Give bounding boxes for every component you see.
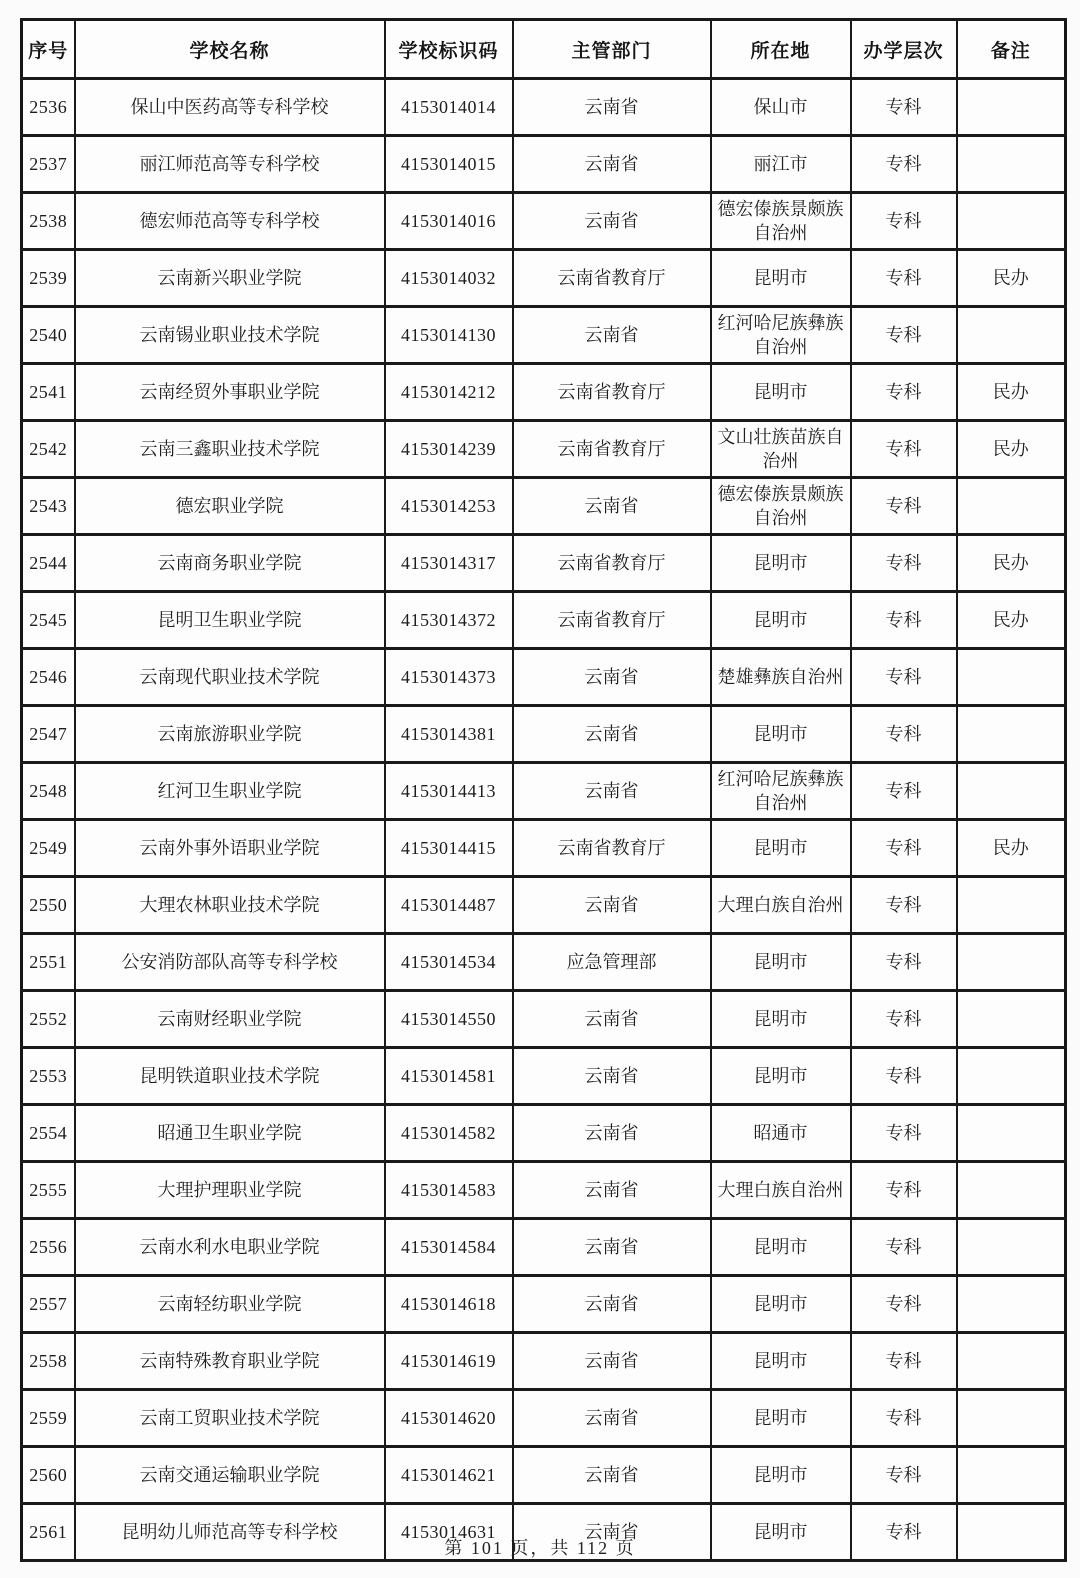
cell-department: 云南省 [513, 478, 711, 535]
cell-department: 云南省 [513, 763, 711, 820]
table-row [22, 991, 1066, 1048]
table-row [22, 820, 1066, 877]
cell-code: 4153014381 [385, 706, 513, 763]
table-body [22, 79, 1066, 1561]
cell-level: 专科 [851, 649, 957, 706]
cell-code: 4153014239 [385, 421, 513, 478]
table-row [22, 649, 1066, 706]
cell-location: 昆明市 [711, 1333, 851, 1390]
cell-department: 云南省 [513, 991, 711, 1048]
cell-location: 大理白族自治州 [711, 877, 851, 934]
cell-code: 4153014581 [385, 1048, 513, 1105]
cell-department: 云南省 [513, 877, 711, 934]
cell-name: 云南交通运输职业学院 [75, 1447, 385, 1504]
cell-level: 专科 [851, 763, 957, 820]
cell-location: 昆明市 [711, 706, 851, 763]
cell-location: 昆明市 [711, 592, 851, 649]
cell-seq: 2542 [22, 421, 75, 478]
table-row [22, 1048, 1066, 1105]
cell-note [957, 1162, 1066, 1219]
cell-department: 云南省 [513, 1333, 711, 1390]
cell-level: 专科 [851, 1105, 957, 1162]
cell-code: 4153014212 [385, 364, 513, 421]
cell-department: 云南省 [513, 1447, 711, 1504]
cell-note [957, 307, 1066, 364]
cell-department: 云南省 [513, 193, 711, 250]
school-table [20, 18, 1067, 1562]
table-row [22, 421, 1066, 478]
cell-name: 德宏师范高等专科学校 [75, 193, 385, 250]
cell-seq: 2548 [22, 763, 75, 820]
cell-code: 4153014582 [385, 1105, 513, 1162]
cell-seq: 2561 [22, 1504, 75, 1561]
cell-note: 民办 [957, 592, 1066, 649]
header-cell-note: 备注 [957, 20, 1066, 79]
table-row [22, 535, 1066, 592]
cell-location: 文山壮族苗族自治州 [711, 421, 851, 478]
cell-department: 云南省教育厅 [513, 421, 711, 478]
cell-location: 大理白族自治州 [711, 1162, 851, 1219]
cell-note: 民办 [957, 250, 1066, 307]
cell-department: 云南省 [513, 136, 711, 193]
cell-name: 云南特殊教育职业学院 [75, 1333, 385, 1390]
cell-department: 云南省教育厅 [513, 820, 711, 877]
cell-location: 昆明市 [711, 364, 851, 421]
cell-location: 昆明市 [711, 1048, 851, 1105]
page-number-indicator: 第 101 页，共 112 页 [444, 1538, 636, 1558]
table-row [22, 763, 1066, 820]
cell-level: 专科 [851, 421, 957, 478]
cell-seq: 2558 [22, 1333, 75, 1390]
header-cell-level: 办学层次 [851, 20, 957, 79]
cell-code: 4153014032 [385, 250, 513, 307]
cell-name: 云南财经职业学院 [75, 991, 385, 1048]
cell-note [957, 79, 1066, 136]
cell-code: 4153014620 [385, 1390, 513, 1447]
table-row [22, 307, 1066, 364]
cell-code: 4153014583 [385, 1162, 513, 1219]
cell-department: 云南省 [513, 1105, 711, 1162]
cell-seq: 2546 [22, 649, 75, 706]
table-row [22, 250, 1066, 307]
cell-code: 4153014016 [385, 193, 513, 250]
cell-name: 云南经贸外事职业学院 [75, 364, 385, 421]
cell-seq: 2543 [22, 478, 75, 535]
table-header-row [22, 20, 1066, 79]
cell-level: 专科 [851, 535, 957, 592]
cell-seq: 2556 [22, 1219, 75, 1276]
cell-department: 云南省 [513, 1162, 711, 1219]
table-row [22, 364, 1066, 421]
cell-department: 云南省 [513, 307, 711, 364]
cell-level: 专科 [851, 1390, 957, 1447]
cell-note [957, 877, 1066, 934]
cell-name: 大理护理职业学院 [75, 1162, 385, 1219]
cell-code: 4153014550 [385, 991, 513, 1048]
cell-seq: 2547 [22, 706, 75, 763]
cell-level: 专科 [851, 706, 957, 763]
cell-code: 4153014253 [385, 478, 513, 535]
cell-note [957, 1447, 1066, 1504]
cell-note [957, 478, 1066, 535]
table-row [22, 1219, 1066, 1276]
header-cell-seq: 序号 [22, 20, 75, 79]
cell-location: 昆明市 [711, 1447, 851, 1504]
table-row [22, 592, 1066, 649]
table-row [22, 1333, 1066, 1390]
cell-code: 4153014487 [385, 877, 513, 934]
cell-note [957, 1048, 1066, 1105]
cell-location: 昆明市 [711, 1390, 851, 1447]
cell-department: 云南省 [513, 79, 711, 136]
cell-seq: 2555 [22, 1162, 75, 1219]
cell-name: 昆明幼儿师范高等专科学校 [75, 1504, 385, 1561]
cell-department: 云南省教育厅 [513, 535, 711, 592]
cell-name: 云南轻纺职业学院 [75, 1276, 385, 1333]
cell-location: 昆明市 [711, 1276, 851, 1333]
cell-location: 昆明市 [711, 820, 851, 877]
cell-department: 云南省 [513, 1276, 711, 1333]
cell-level: 专科 [851, 1276, 957, 1333]
cell-department: 应急管理部 [513, 934, 711, 991]
cell-code: 4153014584 [385, 1219, 513, 1276]
cell-note: 民办 [957, 820, 1066, 877]
cell-name: 云南水利水电职业学院 [75, 1219, 385, 1276]
cell-location: 红河哈尼族彝族自治州 [711, 763, 851, 820]
cell-seq: 2551 [22, 934, 75, 991]
cell-name: 云南新兴职业学院 [75, 250, 385, 307]
cell-department: 云南省教育厅 [513, 592, 711, 649]
cell-code: 4153014631 [385, 1504, 513, 1561]
cell-code: 4153014413 [385, 763, 513, 820]
cell-department: 云南省 [513, 1390, 711, 1447]
cell-note [957, 1276, 1066, 1333]
header-cell-name: 学校名称 [75, 20, 385, 79]
cell-level: 专科 [851, 1219, 957, 1276]
cell-level: 专科 [851, 1162, 957, 1219]
cell-name: 云南旅游职业学院 [75, 706, 385, 763]
cell-location: 昆明市 [711, 1504, 851, 1561]
cell-level: 专科 [851, 820, 957, 877]
cell-seq: 2557 [22, 1276, 75, 1333]
cell-department: 云南省 [513, 706, 711, 763]
cell-note [957, 763, 1066, 820]
cell-location: 昆明市 [711, 250, 851, 307]
cell-code: 4153014534 [385, 934, 513, 991]
cell-seq: 2539 [22, 250, 75, 307]
cell-code: 4153014317 [385, 535, 513, 592]
cell-seq: 2554 [22, 1105, 75, 1162]
header-cell-code: 学校标识码 [385, 20, 513, 79]
cell-name: 公安消防部队高等专科学校 [75, 934, 385, 991]
cell-level: 专科 [851, 1333, 957, 1390]
cell-code: 4153014415 [385, 820, 513, 877]
table-row [22, 1447, 1066, 1504]
cell-note: 民办 [957, 421, 1066, 478]
cell-department: 云南省 [513, 1048, 711, 1105]
cell-note: 民办 [957, 535, 1066, 592]
cell-code: 4153014619 [385, 1333, 513, 1390]
cell-location: 昆明市 [711, 991, 851, 1048]
cell-level: 专科 [851, 136, 957, 193]
cell-location: 昭通市 [711, 1105, 851, 1162]
cell-location: 楚雄彝族自治州 [711, 649, 851, 706]
cell-department: 云南省 [513, 1504, 711, 1561]
cell-seq: 2552 [22, 991, 75, 1048]
cell-level: 专科 [851, 991, 957, 1048]
cell-level: 专科 [851, 364, 957, 421]
cell-level: 专科 [851, 79, 957, 136]
cell-level: 专科 [851, 307, 957, 364]
cell-name: 云南外事外语职业学院 [75, 820, 385, 877]
cell-seq: 2553 [22, 1048, 75, 1105]
cell-seq: 2549 [22, 820, 75, 877]
cell-name: 昭通卫生职业学院 [75, 1105, 385, 1162]
cell-seq: 2538 [22, 193, 75, 250]
cell-note: 民办 [957, 364, 1066, 421]
cell-code: 4153014372 [385, 592, 513, 649]
cell-seq: 2541 [22, 364, 75, 421]
cell-name: 保山中医药高等专科学校 [75, 79, 385, 136]
table-row [22, 706, 1066, 763]
cell-name: 云南商务职业学院 [75, 535, 385, 592]
cell-location: 德宏傣族景颇族自治州 [711, 193, 851, 250]
cell-seq: 2559 [22, 1390, 75, 1447]
cell-code: 4153014621 [385, 1447, 513, 1504]
cell-level: 专科 [851, 877, 957, 934]
table-row [22, 79, 1066, 136]
cell-level: 专科 [851, 1048, 957, 1105]
cell-level: 专科 [851, 193, 957, 250]
cell-name: 昆明铁道职业技术学院 [75, 1048, 385, 1105]
cell-name: 大理农林职业技术学院 [75, 877, 385, 934]
cell-seq: 2545 [22, 592, 75, 649]
cell-note [957, 649, 1066, 706]
cell-seq: 2550 [22, 877, 75, 934]
cell-name: 云南锡业职业技术学院 [75, 307, 385, 364]
cell-level: 专科 [851, 592, 957, 649]
table-row [22, 1162, 1066, 1219]
table-row [22, 877, 1066, 934]
table-row [22, 1105, 1066, 1162]
header-cell-location: 所在地 [711, 20, 851, 79]
cell-location: 昆明市 [711, 535, 851, 592]
cell-seq: 2560 [22, 1447, 75, 1504]
cell-name: 云南现代职业技术学院 [75, 649, 385, 706]
cell-note [957, 1390, 1066, 1447]
cell-name: 云南工贸职业技术学院 [75, 1390, 385, 1447]
cell-code: 4153014015 [385, 136, 513, 193]
table-row [22, 136, 1066, 193]
cell-name: 红河卫生职业学院 [75, 763, 385, 820]
cell-seq: 2537 [22, 136, 75, 193]
cell-seq: 2536 [22, 79, 75, 136]
cell-note [957, 1219, 1066, 1276]
cell-note [957, 934, 1066, 991]
cell-level: 专科 [851, 934, 957, 991]
table-row [22, 934, 1066, 991]
cell-note [957, 991, 1066, 1048]
cell-department: 云南省教育厅 [513, 364, 711, 421]
cell-department: 云南省 [513, 649, 711, 706]
cell-note [957, 136, 1066, 193]
table-row [22, 193, 1066, 250]
cell-location: 昆明市 [711, 1219, 851, 1276]
cell-department: 云南省教育厅 [513, 250, 711, 307]
cell-seq: 2544 [22, 535, 75, 592]
cell-code: 4153014618 [385, 1276, 513, 1333]
cell-location: 红河哈尼族彝族自治州 [711, 307, 851, 364]
cell-note [957, 1105, 1066, 1162]
cell-note [957, 1333, 1066, 1390]
cell-location: 丽江市 [711, 136, 851, 193]
cell-level: 专科 [851, 250, 957, 307]
cell-department: 云南省 [513, 1219, 711, 1276]
cell-seq: 2540 [22, 307, 75, 364]
cell-note [957, 193, 1066, 250]
cell-level: 专科 [851, 478, 957, 535]
table-row [22, 1390, 1066, 1447]
cell-name: 丽江师范高等专科学校 [75, 136, 385, 193]
cell-code: 4153014130 [385, 307, 513, 364]
cell-name: 云南三鑫职业技术学院 [75, 421, 385, 478]
cell-location: 昆明市 [711, 934, 851, 991]
cell-level: 专科 [851, 1504, 957, 1561]
cell-name: 德宏职业学院 [75, 478, 385, 535]
table-row [22, 478, 1066, 535]
cell-code: 4153014373 [385, 649, 513, 706]
cell-code: 4153014014 [385, 79, 513, 136]
cell-name: 昆明卫生职业学院 [75, 592, 385, 649]
header-cell-department: 主管部门 [513, 20, 711, 79]
cell-location: 保山市 [711, 79, 851, 136]
cell-note [957, 706, 1066, 763]
cell-location: 德宏傣族景颇族自治州 [711, 478, 851, 535]
cell-level: 专科 [851, 1447, 957, 1504]
table-row [22, 1276, 1066, 1333]
